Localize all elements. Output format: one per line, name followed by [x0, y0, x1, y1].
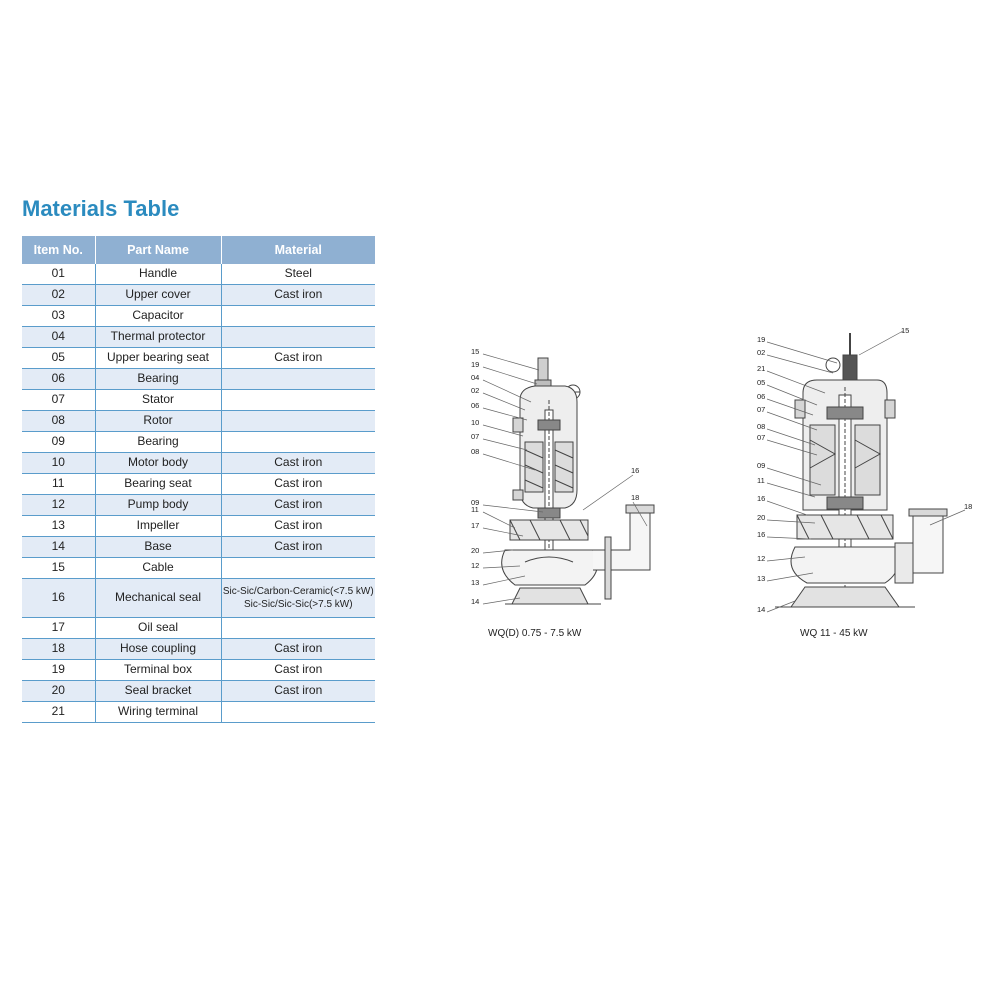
header-item-no: Item No. — [22, 236, 95, 264]
table-row — [22, 474, 375, 495]
table-row — [22, 390, 375, 411]
callout-label: 07 — [471, 432, 480, 441]
callout-label: 16 — [757, 530, 766, 539]
callout-label: 14 — [471, 597, 480, 606]
callout-label: 06 — [757, 392, 766, 401]
material-cell: Cast iron — [221, 681, 375, 702]
callout-label: 17 — [471, 521, 480, 530]
table-row — [22, 579, 375, 618]
item-no-cell: 20 — [22, 681, 95, 702]
material-cell: Cast iron — [221, 660, 375, 681]
material-cell: Steel — [221, 264, 375, 285]
item-no-cell: 09 — [22, 432, 95, 453]
callout-label: 13 — [471, 578, 480, 587]
item-no-cell: 01 — [22, 264, 95, 285]
part-name-cell: Rotor — [95, 411, 221, 432]
material-cell — [221, 558, 375, 579]
table-row — [22, 411, 375, 432]
item-no-cell: 17 — [22, 618, 95, 639]
callout-label: 15 — [471, 347, 480, 356]
callout-label: 12 — [471, 561, 480, 570]
part-name-cell: Capacitor — [95, 306, 221, 327]
part-name-cell: Bearing seat — [95, 474, 221, 495]
table-row — [22, 495, 375, 516]
material-cell: Cast iron — [221, 348, 375, 369]
material-cell: Cast iron — [221, 495, 375, 516]
callout-label: 19 — [757, 335, 766, 344]
material-cell — [221, 702, 375, 723]
part-name-cell: Thermal protector — [95, 327, 221, 348]
part-name-cell: Wiring terminal — [95, 702, 221, 723]
item-no-cell: 15 — [22, 558, 95, 579]
table-row — [22, 639, 375, 660]
material-cell — [221, 306, 375, 327]
item-no-cell: 04 — [22, 327, 95, 348]
item-no-cell: 19 — [22, 660, 95, 681]
part-name-cell: Impeller — [95, 516, 221, 537]
item-no-cell: 10 — [22, 453, 95, 474]
callout-label: 19 — [471, 360, 480, 369]
callout-label: 11 — [471, 505, 479, 514]
item-no-cell: 06 — [22, 369, 95, 390]
callout-label: 18 — [964, 502, 973, 511]
callout-label: 16 — [757, 494, 766, 503]
materials-table — [22, 236, 375, 723]
material-cell — [221, 390, 375, 411]
callout-label: 09 — [471, 498, 480, 507]
item-no-cell: 13 — [22, 516, 95, 537]
item-no-cell: 18 — [22, 639, 95, 660]
callout-label: 14 — [757, 605, 766, 614]
item-no-cell: 14 — [22, 537, 95, 558]
item-no-cell: 05 — [22, 348, 95, 369]
part-name-cell: Oil seal — [95, 618, 221, 639]
table-row — [22, 660, 375, 681]
callout-label: 07 — [757, 433, 766, 442]
header-material: Material — [221, 236, 375, 264]
callout-label: 02 — [471, 386, 480, 395]
table-row — [22, 327, 375, 348]
callout-label: 02 — [757, 348, 766, 357]
material-cell: Cast iron — [221, 474, 375, 495]
material-cell: Cast iron — [221, 285, 375, 306]
part-name-cell: Bearing — [95, 432, 221, 453]
callout-label: 08 — [471, 447, 480, 456]
item-no-cell: 07 — [22, 390, 95, 411]
caption-right-diagram: WQ 11 - 45 kW — [800, 628, 868, 639]
material-cell: Cast iron — [221, 453, 375, 474]
header-part-name: Part Name — [95, 236, 221, 264]
pump-diagram-large — [755, 325, 980, 620]
part-name-cell: Terminal box — [95, 660, 221, 681]
item-no-cell: 21 — [22, 702, 95, 723]
item-no-cell: 03 — [22, 306, 95, 327]
part-name-cell: Mechanical seal — [95, 579, 221, 618]
page-title: Materials Table — [22, 196, 180, 221]
table-row — [22, 537, 375, 558]
callout-label: 07 — [757, 405, 766, 414]
part-name-cell: Pump body — [95, 495, 221, 516]
part-name-cell: Seal bracket — [95, 681, 221, 702]
table-row — [22, 516, 375, 537]
callout-label: 18 — [631, 493, 640, 502]
table-row — [22, 453, 375, 474]
part-name-cell: Upper cover — [95, 285, 221, 306]
item-no-cell: 11 — [22, 474, 95, 495]
material-cell: Cast iron — [221, 516, 375, 537]
callout-label: 08 — [757, 422, 766, 431]
callout-label: 12 — [757, 554, 766, 563]
table-row — [22, 306, 375, 327]
part-name-cell: Handle — [95, 264, 221, 285]
table-row — [22, 618, 375, 639]
callout-label: 16 — [631, 466, 640, 475]
table-row — [22, 264, 375, 285]
material-cell — [221, 411, 375, 432]
callout-label: 09 — [757, 461, 766, 470]
table-row — [22, 285, 375, 306]
table-row — [22, 348, 375, 369]
material-cell: Cast iron — [221, 639, 375, 660]
part-name-cell: Upper bearing seat — [95, 348, 221, 369]
table-row — [22, 369, 375, 390]
callout-label: 04 — [471, 373, 480, 382]
callout-label: 10 — [471, 418, 480, 427]
table-body — [22, 264, 375, 723]
material-cell: Cast iron — [221, 537, 375, 558]
item-no-cell: 16 — [22, 579, 95, 618]
material-cell: Sic-Sic/Carbon-Ceramic(<7.5 kW) Sic-Sic/Sic-Sic(>7.5 kW) — [221, 579, 375, 618]
part-name-cell: Base — [95, 537, 221, 558]
material-cell — [221, 369, 375, 390]
part-name-cell: Stator — [95, 390, 221, 411]
table-row — [22, 432, 375, 453]
table-row — [22, 702, 375, 723]
callout-label: 20 — [471, 546, 480, 555]
item-no-cell: 12 — [22, 495, 95, 516]
part-name-cell: Cable — [95, 558, 221, 579]
material-cell — [221, 327, 375, 348]
table-row — [22, 558, 375, 579]
item-no-cell: 02 — [22, 285, 95, 306]
callout-label: 20 — [757, 513, 766, 522]
pump-diagram-small — [465, 340, 680, 630]
table-header-row — [22, 236, 375, 264]
callout-label: 06 — [471, 401, 480, 410]
caption-left-diagram: WQ(D) 0.75 - 7.5 kW — [488, 628, 582, 639]
callout-label: 13 — [757, 574, 766, 583]
table-row — [22, 681, 375, 702]
part-name-cell: Bearing — [95, 369, 221, 390]
item-no-cell: 08 — [22, 411, 95, 432]
material-cell — [221, 432, 375, 453]
callout-label: 11 — [757, 476, 765, 485]
material-cell — [221, 618, 375, 639]
callout-label: 21 — [757, 364, 766, 373]
callout-label: 15 — [901, 326, 910, 335]
callout-label: 05 — [757, 378, 766, 387]
part-name-cell: Hose coupling — [95, 639, 221, 660]
part-name-cell: Motor body — [95, 453, 221, 474]
